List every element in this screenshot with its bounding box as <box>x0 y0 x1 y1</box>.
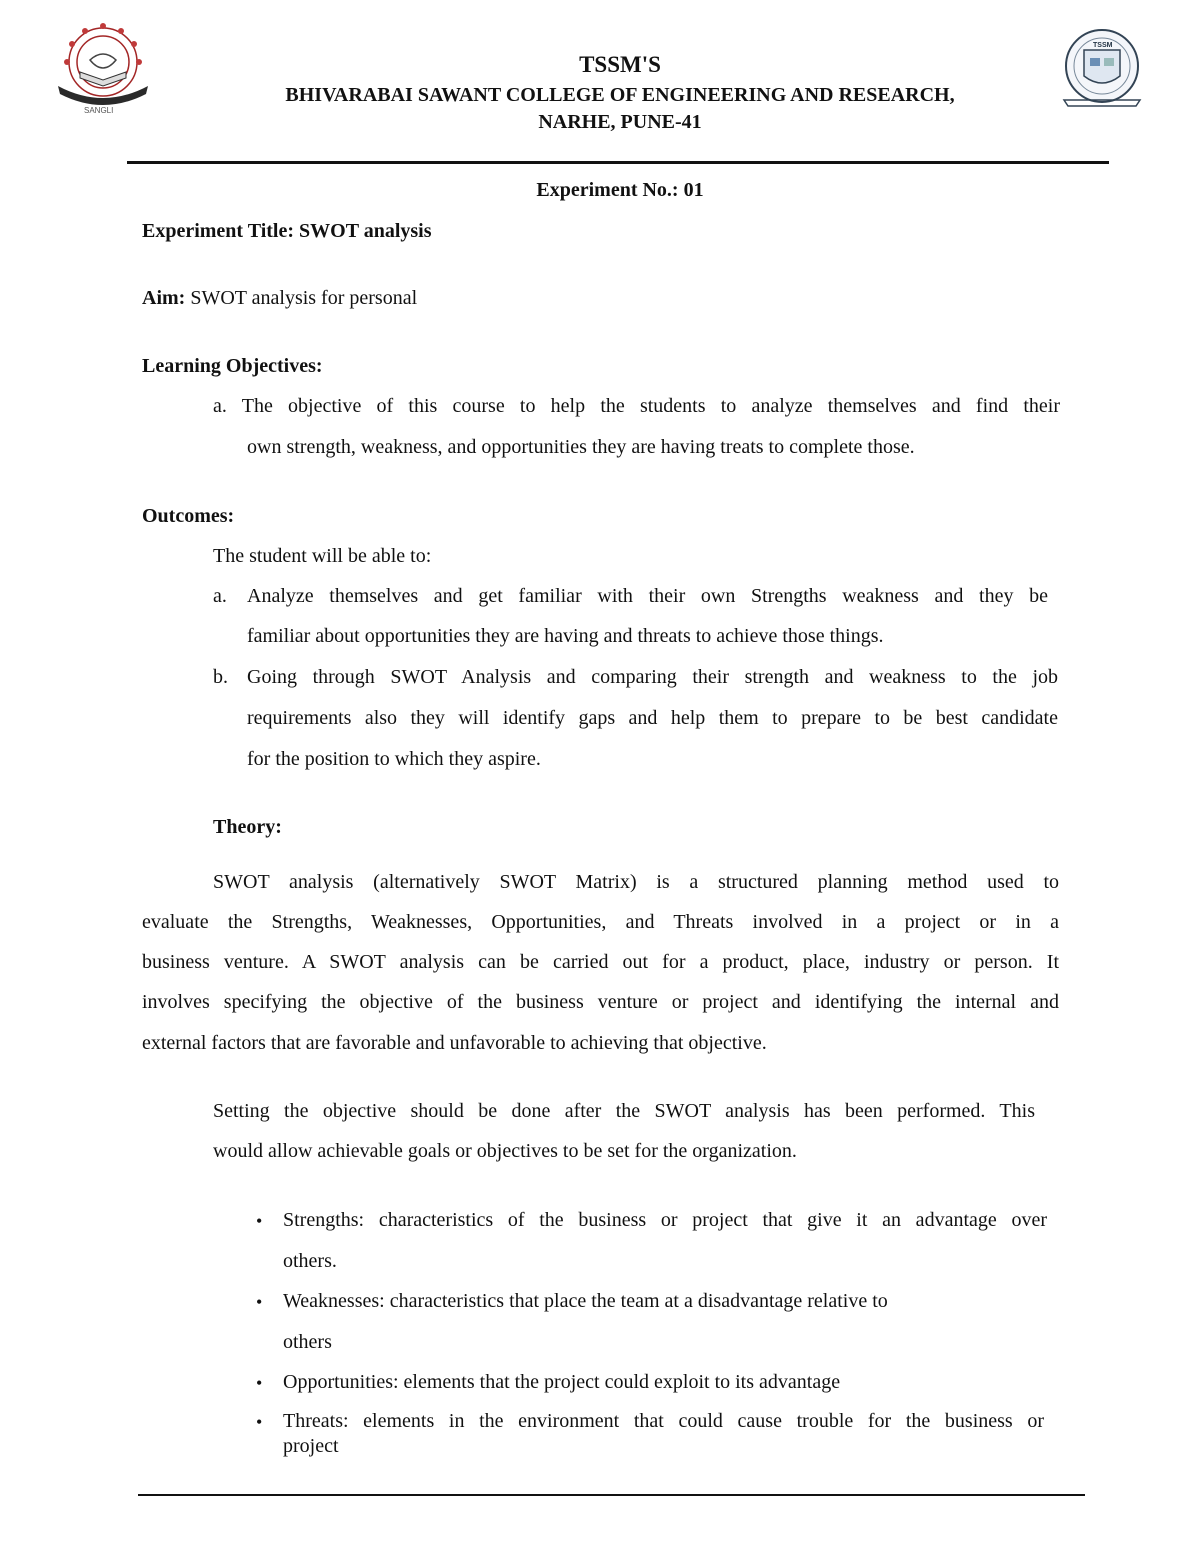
outcomes-intro: The student will be able to: <box>213 545 432 567</box>
learning-objectives-heading: Learning Objectives: <box>142 355 323 377</box>
theory-p2-line2: would allow achievable goals or objectives to be set for the organization. <box>213 1140 797 1162</box>
bullet-threats: • <box>256 1412 263 1432</box>
theory-heading: Theory: <box>213 816 282 838</box>
opportunities-line1: Opportunities: elements that the project could exploit to its advantage <box>283 1371 841 1393</box>
strengths-line2: others. <box>283 1250 337 1272</box>
outcome-a-line2: familiar about opportunities they are having and threats to achieve those things. <box>247 625 884 647</box>
aim-label: Aim: <box>142 287 186 309</box>
theory-p1-line4: involves specifying the objective of the business venture or project and identifying the internal and <box>142 991 1059 1013</box>
objective-a-line2: own strength, weakness, and opportunities they are having treats to complete those. <box>247 436 915 458</box>
experiment-title-label: Experiment Title: <box>142 220 295 242</box>
experiment-title-value: SWOT analysis <box>294 220 432 242</box>
outcome-b-marker: b. <box>213 666 228 688</box>
outcome-a-line1: Analyze themselves and get familiar with their own Strengths weakness and they be <box>247 585 1048 607</box>
strengths-line1: Strengths: characteristics of the business or project that give it an advantage over <box>283 1209 1047 1231</box>
bullet-weaknesses: • <box>256 1292 263 1312</box>
college-name: BHIVARABAI SAWANT COLLEGE OF ENGINEERING AND RESEARCH, <box>285 84 955 106</box>
college-location: NARHE, PUNE-41 <box>538 111 702 133</box>
outcome-b-line2: requirements also they will identify gaps and help them to prepare to be best candidate <box>247 707 1058 729</box>
experiment-number: Experiment No.: 01 <box>536 179 704 201</box>
threats-line1: Threats: elements in the environment that could cause trouble for the business or <box>283 1410 1044 1432</box>
bullet-opportunities: • <box>256 1373 263 1393</box>
aim <box>142 286 417 310</box>
theory-p1-line5: external factors that are favorable and unfavorable to achieving that objective. <box>142 1032 767 1054</box>
outcome-b-line3: for the position to which they aspire. <box>247 748 541 770</box>
theory-p1-line2: evaluate the Strengths, Weaknesses, Opportunities, and Threats involved in a project or in a <box>142 911 1059 933</box>
college-logo-left <box>50 20 156 120</box>
left-logo-caption: SANGLI <box>84 106 114 115</box>
theory-p1-line1: SWOT analysis (alternatively SWOT Matrix) is a structured planning method used to <box>213 871 1059 893</box>
outcomes-heading: Outcomes: <box>142 505 235 527</box>
outcome-a-marker: a. <box>213 585 227 607</box>
footer-rule <box>138 1494 1085 1496</box>
college-logo-right <box>1058 26 1146 114</box>
experiment-title <box>142 219 432 243</box>
theory-p2-line1: Setting the objective should be done after the SWOT analysis has been performed. This <box>213 1100 1035 1122</box>
header-rule <box>127 161 1109 164</box>
weaknesses-line2: others <box>283 1331 332 1353</box>
institute-short-name: TSSM'S <box>579 52 661 77</box>
objective-a-line1: a. The objective of this course to help the students to analyze themselves and find their <box>213 395 1060 417</box>
right-logo-caption: TSSM <box>1093 42 1113 49</box>
threats-line2: project <box>283 1435 339 1457</box>
aim-value: SWOT analysis for personal <box>185 287 418 309</box>
theory-p1-line3: business venture. A SWOT analysis can be carried out for a product, place, industry or person. It <box>142 951 1059 973</box>
weaknesses-line1: Weaknesses: characteristics that place the team at a disadvantage relative to <box>283 1290 888 1312</box>
bullet-strengths: • <box>256 1211 263 1231</box>
outcome-b-line1: Going through SWOT Analysis and comparing their strength and weakness to the job <box>247 666 1058 688</box>
